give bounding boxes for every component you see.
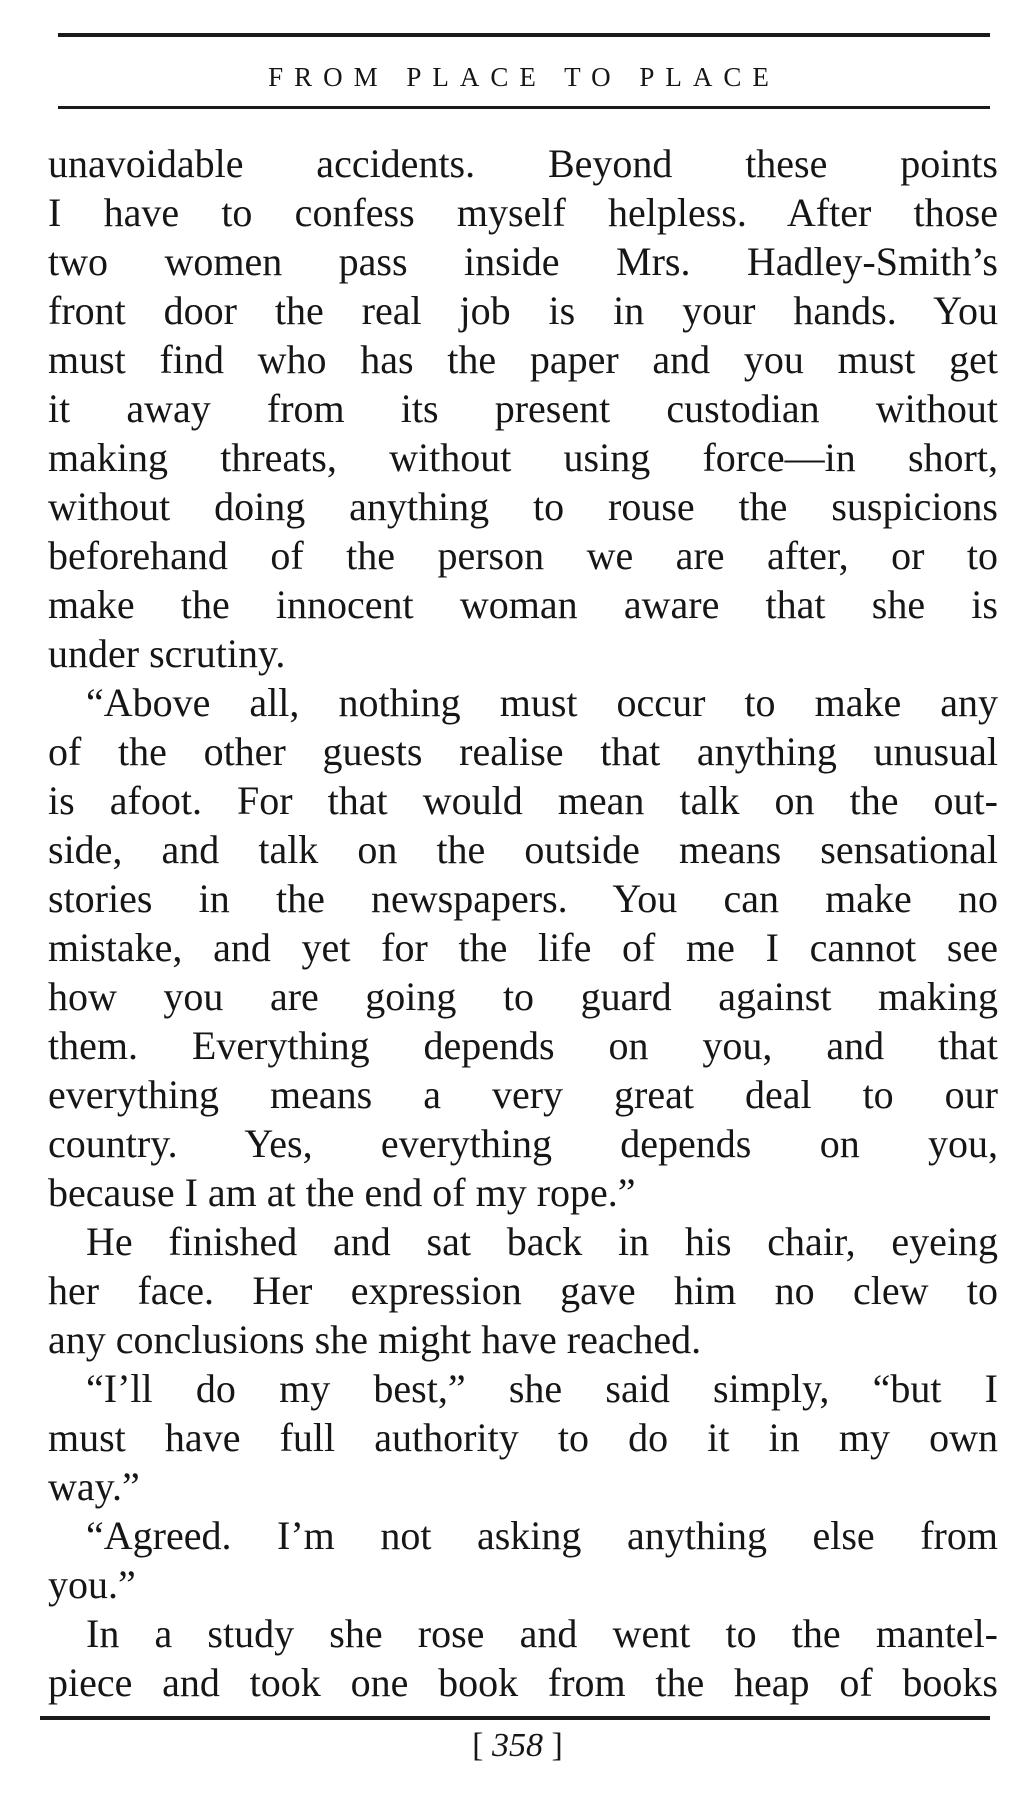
text-line: her face. Her expression gave him no clew to	[48, 1268, 998, 1313]
bottom-rule	[40, 1716, 990, 1720]
text-line: front door the real job is in your hands. You	[48, 288, 998, 333]
header-rule	[58, 106, 990, 109]
text-line: must have full authority to do it in my own	[48, 1415, 998, 1460]
text-line: must find who has the paper and you must get	[48, 337, 998, 382]
text-line: any conclusions she might have reached.	[48, 1317, 702, 1362]
text-line: two women pass inside Mrs. Hadley-Smith’s	[48, 239, 998, 284]
text-line: you.”	[48, 1562, 136, 1607]
text-line: making threats, without using force—in short,	[48, 435, 998, 480]
body-text	[48, 139, 998, 1707]
text-line: side, and talk on the outside means sensational	[48, 827, 998, 872]
text-line: I have to confess myself helpless. After those	[48, 190, 998, 235]
page-number	[0, 1724, 1035, 1768]
page-number-open-bracket: [	[472, 1727, 484, 1764]
text-line: piece and took one book from the heap of books	[48, 1660, 998, 1705]
text-line: is afoot. For that would mean talk on the out-	[48, 778, 998, 823]
text-line: make the innocent woman aware that she is	[48, 582, 998, 627]
text-line: them. Everything depends on you, and that	[48, 1023, 998, 1068]
text-line: under scrutiny.	[48, 631, 286, 676]
text-line: country. Yes, everything depends on you,	[48, 1121, 998, 1166]
text-line: “Agreed. I’m not asking anything else from	[86, 1513, 998, 1558]
text-line: way.”	[48, 1464, 140, 1509]
text-line: stories in the newspapers. You can make no	[48, 876, 998, 921]
text-line: beforehand of the person we are after, or to	[48, 533, 998, 578]
text-line: mistake, and yet for the life of me I cannot see	[48, 925, 998, 970]
text-line: everything means a very great deal to our	[48, 1072, 998, 1117]
text-line: In a study she rose and went to the mantel-	[86, 1611, 998, 1656]
page-number-close-bracket: ]	[551, 1727, 563, 1764]
text-line: of the other guests realise that anything unusual	[48, 729, 998, 774]
text-line: He finished and sat back in his chair, eyeing	[86, 1219, 998, 1264]
text-line: “Above all, nothing must occur to make any	[86, 680, 998, 725]
text-line: because I am at the end of my rope.”	[48, 1170, 636, 1215]
text-line: “I’ll do my best,” she said simply, “but I	[86, 1366, 998, 1411]
running-head: FROM PLACE TO PLACE	[268, 62, 780, 92]
text-line: without doing anything to rouse the suspicions	[48, 484, 998, 529]
page-number-value: 358	[492, 1727, 543, 1764]
text-line: it away from its present custodian without	[48, 386, 998, 431]
text-line: how you are going to guard against making	[48, 974, 998, 1019]
text-line: unavoidable accidents. Beyond these points	[48, 141, 998, 186]
top-rule	[58, 33, 990, 37]
